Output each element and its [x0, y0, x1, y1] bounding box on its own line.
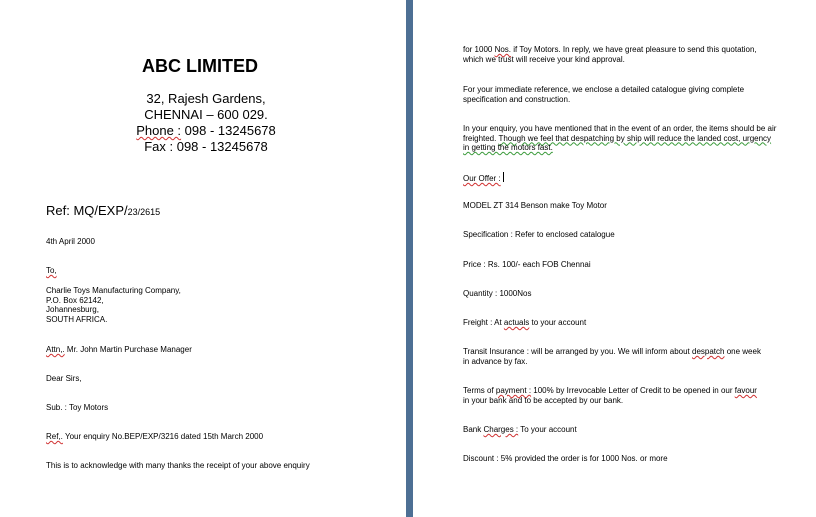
phone-number: 098 - 13245678 [181, 123, 276, 138]
offer-specification: Specification : Refer to enclosed catalogue [463, 230, 615, 239]
offer-freight: Freight : At actuals to your account [463, 318, 587, 327]
offer-model: MODEL ZT 314 Benson make Toy Motor [463, 201, 607, 210]
offer-label: Our Offer : [463, 172, 504, 184]
subject-line: Sub. : Toy Motors [46, 403, 109, 412]
attention-text: Mr. John Martin Purchase Manager [64, 345, 192, 354]
offer-payment-terms: Terms of payment : 100% by Irrevocable Letter of Credit to be opened in our favour in your bank and to be accepted by our bank. [463, 386, 757, 405]
attention-label: Attn,. [46, 345, 65, 354]
salutation: Dear Sirs, [46, 374, 82, 383]
reference-number: 23/2615 [127, 207, 161, 217]
text-cursor [503, 172, 505, 182]
phone-line [0, 123, 412, 139]
quotation-paragraph: for 1000 Nos. if Toy Motors. In reply, we have great pleasure to send this quotation, which we trust will receive your kind approval. [463, 45, 757, 64]
page-divider [406, 0, 413, 517]
offer-quantity: Quantity : 1000Nos [463, 289, 532, 298]
letter-date: 4th April 2000 [46, 237, 95, 246]
enquiry-ref-label: Ref,. [46, 432, 63, 441]
recipient-line-3: Johannesburg, [46, 305, 99, 314]
letter-page-right [413, 0, 816, 517]
address-line-2: CHENNAI – 600 029. [144, 107, 268, 122]
enquiry-reference [46, 432, 263, 442]
reference-main: Ref: MQ/EXP/ [46, 203, 128, 218]
recipient-line-1: Charlie Toys Manufacturing Company, [46, 286, 181, 295]
recipient-line-4: SOUTH AFRICA. [46, 314, 108, 324]
company-name: ABC LIMITED [142, 56, 258, 76]
to-label: To, [46, 266, 57, 275]
letter-page-left [0, 0, 406, 517]
offer-transit-insurance: Transit Insurance : will be arranged by you. We will inform about despatch one week in advance by fax. [463, 347, 761, 366]
recipient-line-2: P.O. Box 62142, [46, 295, 104, 305]
reference-line [46, 203, 160, 218]
phone-label: Phone : [136, 123, 182, 138]
offer-price: Price : Rs. 100/- each FOB Chennai [463, 260, 591, 269]
catalogue-paragraph: For your immediate reference, we enclose a detailed catalogue giving complete specification and construction. [463, 85, 745, 104]
address-line-1: 32, Rajesh Gardens, [146, 91, 266, 106]
offer-bank-charges: Bank Charges : To your account [463, 425, 577, 434]
attention-line [46, 345, 192, 355]
body-paragraph: This is to acknowledge with many thanks the receipt of your above enquiry [46, 461, 310, 470]
enquiry-ref-text: Your enquiry No.BEP/EXP/3216 dated 15th March 2000 [62, 432, 264, 441]
fax-line: Fax : 098 - 13245678 [144, 139, 268, 154]
offer-discount: Discount : 5% provided the order is for 1000 Nos. or more [463, 454, 668, 463]
freight-paragraph: In your enquiry, you have mentioned that in the event of an order, the items should be air freighted. Though we feel that despatching by ship will reduce the landed cost, urgency in getting the motors fast. [463, 124, 777, 153]
